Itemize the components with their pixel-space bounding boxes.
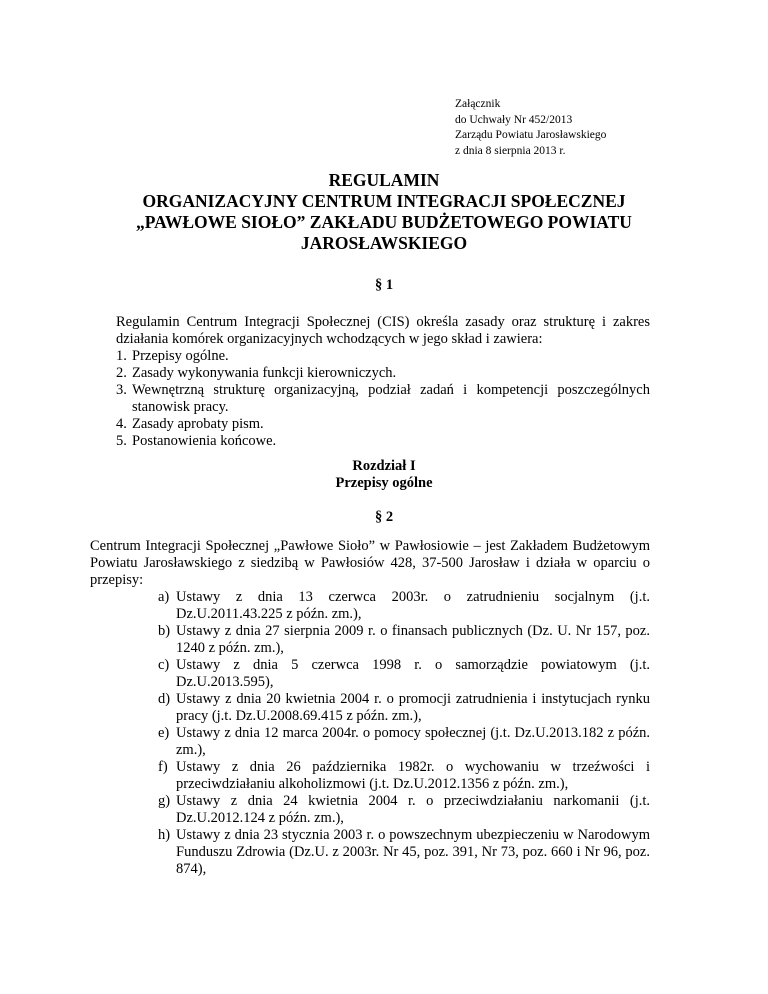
title-line: REGULAMIN (328, 170, 440, 190)
list-item (158, 657, 650, 691)
annex-resolution: do Uchwały Nr 452/2013 (455, 113, 573, 126)
list-item-letter: a) (158, 589, 170, 605)
list-item (158, 589, 650, 623)
section-2-intro: Centrum Integracji Społecznej „Pawłowe Sioło” w Pawłosiowie – jest Zakładem Budżetowym Powiatu Jarosławskiego z siedzibą w Pawłosiów 428, 37-500 Jarosław i działa w oparciu o przepisy: (90, 538, 650, 588)
list-item (158, 827, 650, 878)
list-item-number: 5. (116, 433, 127, 449)
list-item-number: 4. (116, 416, 127, 432)
list-item-text: Postanowienia końcowe. (132, 433, 277, 449)
annex-header (455, 97, 606, 159)
list-item (116, 348, 650, 365)
list-item-text: Przepisy ogólne. (132, 348, 229, 364)
list-item-letter: d) (158, 691, 171, 707)
list-item-letter: b) (158, 623, 171, 639)
section-2-sign: § 2 (374, 509, 394, 525)
list-item (158, 725, 650, 759)
list-item-text: Ustawy z dnia 20 kwietnia 2004 r. o promocji zatrudnienia i instytucjach rynku pracy (j.t. Dz.U.2008.69.415 z późn. zm.), (176, 691, 650, 724)
list-item-text: Ustawy z dnia 26 października 1982r. o wychowaniu w trzeźwości i przeciwdziałaniu alkoholizmowi (j.t. Dz.U.2012.1356 z późn. zm.), (176, 759, 650, 792)
document-title (0, 170, 768, 254)
list-item (158, 623, 650, 657)
list-item-letter: c) (158, 657, 170, 673)
list-item (158, 759, 650, 793)
title-line: JAROSŁAWSKIEGO (300, 233, 468, 253)
list-item-text: Ustawy z dnia 23 stycznia 2003 r. o powszechnym ubezpieczeniu w Narodowym Funduszu Zdrowia (Dz.U. z 2003r. Nr 45, poz. 391, Nr 73, poz. 660 i Nr 96, poz. 874), (176, 827, 650, 877)
list-item (116, 382, 650, 416)
chapter-heading (0, 458, 768, 492)
list-item (158, 793, 650, 827)
list-item-text: Ustawy z dnia 12 marca 2004r. o pomocy społecznej (j.t. Dz.U.2013.182 z późn. zm.), (176, 725, 650, 758)
list-item-text: Zasady aprobaty pism. (132, 416, 264, 432)
title-line: „PAWŁOWE SIOŁO” ZAKŁADU BUDŻETOWEGO POWIATU (136, 212, 632, 232)
section-1-list (116, 348, 650, 450)
list-item-letter: h) (158, 827, 171, 843)
list-item (116, 433, 650, 450)
section-1-intro: Regulamin Centrum Integracji Społecznej (CIS) określa zasady oraz strukturę i zakres działania komórek organizacyjnych wchodzących w jego skład i zawiera: (116, 314, 650, 347)
list-item (116, 365, 650, 382)
chapter-title: Przepisy ogólne (335, 475, 433, 491)
list-item-text: Ustawy z dnia 5 czerwca 1998 r. o samorządzie powiatowym (j.t. Dz.U.2013.595), (176, 657, 650, 690)
list-item-number: 3. (116, 382, 127, 398)
title-line: ORGANIZACYJNY CENTRUM INTEGRACJI SPOŁECZNEJ (142, 191, 626, 211)
section-1-sign: § 1 (374, 277, 394, 293)
list-item-text: Zasady wykonywania funkcji kierowniczych. (132, 365, 397, 381)
chapter-label: Rozdział I (352, 458, 416, 474)
list-item-text: Ustawy z dnia 24 kwietnia 2004 r. o przeciwdziałaniu narkomanii (j.t. Dz.U.2012.124 z późn. zm.), (176, 793, 650, 826)
list-item-letter: e) (158, 725, 170, 741)
list-item-letter: g) (158, 793, 171, 809)
list-item-text: Ustawy z dnia 13 czerwca 2003r. o zatrudnieniu socjalnym (j.t. Dz.U.2011.43.225 z późn. zm.), (176, 589, 650, 622)
list-item (158, 691, 650, 725)
list-item-text: Ustawy z dnia 27 sierpnia 2009 r. o finansach publicznych (Dz. U. Nr 157, poz. 1240 z późn. zm.), (176, 623, 650, 656)
list-item-text: Wewnętrzną strukturę organizacyjną, podział zadań i kompetencji poszczególnych stanowisk pracy. (132, 382, 650, 415)
list-item-number: 1. (116, 348, 127, 364)
annex-board: Zarządu Powiatu Jarosławskiego (455, 129, 607, 141)
annex-date: z dnia 8 sierpnia 2013 r. (455, 144, 566, 157)
annex-label: Załącznik (455, 98, 501, 110)
list-item-number: 2. (116, 365, 127, 381)
list-item-letter: f) (158, 759, 168, 775)
list-item (116, 416, 650, 433)
legal-basis-list (158, 589, 650, 878)
